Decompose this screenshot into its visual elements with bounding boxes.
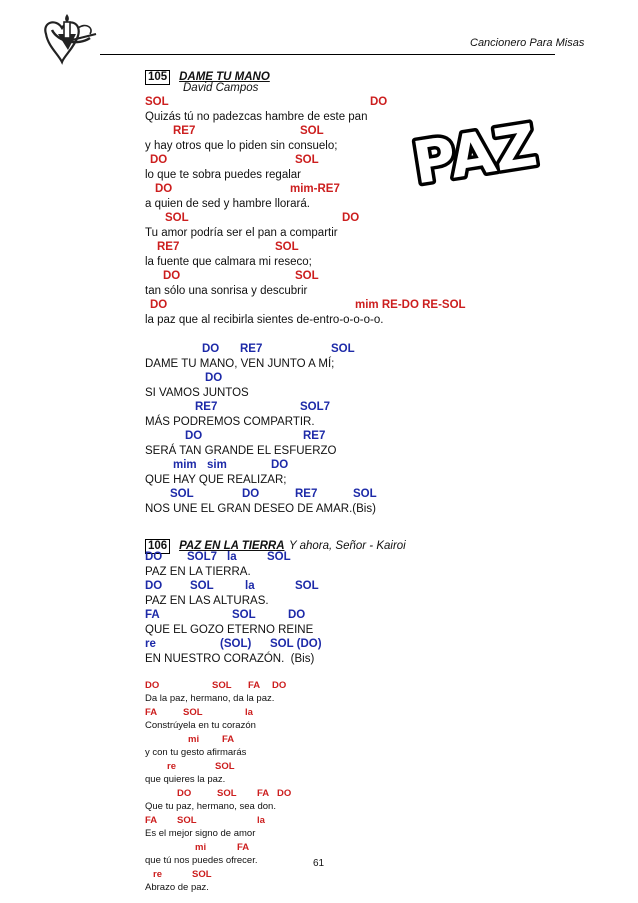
- chord: DO: [150, 154, 168, 166]
- chord-line: [145, 459, 565, 473]
- chord-line: [145, 96, 565, 110]
- chord: DO: [145, 551, 163, 563]
- chord: SOL: [212, 680, 232, 691]
- chord: FA: [145, 707, 158, 718]
- chord-line: [145, 638, 565, 652]
- chord: la: [245, 580, 255, 592]
- chord-line: [145, 212, 565, 226]
- chord-line: [145, 299, 565, 313]
- chord-line: [145, 488, 565, 502]
- chord: SOL: [267, 551, 291, 563]
- chord: DO: [342, 212, 360, 224]
- chord: DO: [145, 580, 163, 592]
- chord-line: [145, 815, 565, 829]
- song-number: 105: [145, 70, 170, 85]
- chord: FA: [237, 842, 250, 853]
- lyric-line: QUE HAY QUE REALIZAR;: [145, 474, 287, 486]
- lyric-line: NOS UNE EL GRAN DESEO DE AMAR.(Bis): [145, 503, 376, 515]
- song-title: DAME TU MANO: [179, 71, 270, 83]
- song-author: David Campos: [183, 82, 259, 94]
- lyric-line: a quien de sed y hambre llorará.: [145, 198, 310, 210]
- chord: SOL: [353, 488, 377, 500]
- chord: la: [257, 815, 265, 826]
- chord: DO: [185, 430, 203, 442]
- chord: FA: [145, 609, 160, 621]
- chord: DO: [150, 299, 168, 311]
- chord-line: [145, 154, 565, 168]
- chord: DO: [205, 372, 223, 384]
- chord: SOL: [295, 580, 319, 592]
- chord: RE7: [157, 241, 180, 253]
- lyric-line: Constrúyela en tu corazón: [145, 720, 256, 731]
- chord: FA: [145, 815, 158, 826]
- chord-line: [145, 125, 565, 139]
- chord-line: [145, 680, 565, 694]
- chord: SOL: [331, 343, 355, 355]
- chord: mi: [188, 734, 200, 745]
- lyric-line: lo que te sobra puedes regalar: [145, 169, 301, 181]
- chord: SOL: [215, 761, 235, 772]
- chord-line: [145, 551, 565, 565]
- chord: DO: [155, 183, 173, 195]
- chord: mim-RE7: [290, 183, 340, 195]
- chord: DO: [145, 680, 160, 691]
- chord: re: [153, 869, 162, 880]
- chord: DO: [277, 788, 292, 799]
- chord: SOL: [300, 125, 324, 137]
- chord: re: [167, 761, 176, 772]
- lyric-line: que quieres la paz.: [145, 774, 226, 785]
- lyric-line: que tú nos puedes ofrecer.: [145, 855, 258, 866]
- song-title: PAZ EN LA TIERRA: [179, 540, 285, 552]
- song-content: [145, 0, 565, 903]
- chord: DO: [163, 270, 181, 282]
- chord: SOL: [217, 788, 237, 799]
- lyric-line: Es el mejor signo de amor: [145, 828, 256, 839]
- chord: SOL (DO): [270, 638, 322, 650]
- lyric-line: SERÁ TAN GRANDE EL ESFUERZO: [145, 445, 337, 457]
- chord: SOL: [177, 815, 197, 826]
- chord-line: [145, 430, 565, 444]
- chord-line: [145, 270, 565, 284]
- song-number: 106: [145, 539, 170, 554]
- chord: la: [245, 707, 253, 718]
- chord-line: [145, 842, 565, 856]
- chord: DO: [370, 96, 388, 108]
- header-title: Cancionero Para Misas: [470, 37, 585, 49]
- chord: DO: [202, 343, 220, 355]
- chord: SOL7: [187, 551, 218, 563]
- page-number: 61: [313, 858, 325, 869]
- lyric-line: Quizás tú no padezcas hambre de este pan: [145, 111, 368, 123]
- chord-line: [145, 241, 565, 255]
- lyric-line: Da la paz, hermano, da la paz.: [145, 693, 275, 704]
- lyric-line: PAZ EN LAS ALTURAS.: [145, 595, 269, 607]
- chord: SOL: [295, 154, 319, 166]
- chord-line: [145, 183, 565, 197]
- chord: DO: [177, 788, 192, 799]
- chord: RE7: [173, 125, 196, 137]
- songbook-logo: [38, 12, 100, 68]
- chord: DO: [288, 609, 306, 621]
- lyric-line: y con tu gesto afirmarás: [145, 747, 247, 758]
- chord: sim: [207, 459, 227, 471]
- heart-candle-logo-icon: [38, 12, 100, 68]
- chord-line: [145, 869, 565, 883]
- lyric-line: Que tu paz, hermano, sea don.: [145, 801, 276, 812]
- lyric-line: y hay otros que lo piden sin consuelo;: [145, 140, 338, 152]
- chord: SOL: [192, 869, 212, 880]
- chord-line: [145, 343, 565, 357]
- chord: FA: [222, 734, 235, 745]
- chord: SOL: [183, 707, 203, 718]
- chord: DO: [271, 459, 289, 471]
- lyric-line: la paz que al recibirla sientes de-entro-o-o-o-o.: [145, 314, 384, 326]
- lyric-line: MÁS PODREMOS COMPARTIR.: [145, 416, 315, 428]
- lyric-line: SI VAMOS JUNTOS: [145, 387, 249, 399]
- chord: DO: [272, 680, 287, 691]
- chord-line: [145, 788, 565, 802]
- lyric-line: DAME TU MANO, VEN JUNTO A MÍ;: [145, 358, 335, 370]
- chord: DO: [242, 488, 260, 500]
- chord: RE7: [195, 401, 218, 413]
- chord: re: [145, 638, 156, 650]
- chord: SOL: [232, 609, 256, 621]
- chord: SOL7: [300, 401, 331, 413]
- chord-line: [145, 609, 565, 623]
- chord: RE7: [240, 343, 263, 355]
- lyric-line: PAZ EN LA TIERRA.: [145, 566, 251, 578]
- chord: RE7: [303, 430, 326, 442]
- chord-line: [145, 401, 565, 415]
- chord: SOL: [165, 212, 189, 224]
- chord: FA: [257, 788, 270, 799]
- lyric-line: la fuente que calmara mi reseco;: [145, 256, 312, 268]
- chord: SOL: [190, 580, 214, 592]
- chord-line: [145, 580, 565, 594]
- paz-word-art-text: PAZ: [408, 112, 542, 196]
- song-subtitle: Y ahora, Señor - Kairoi: [288, 540, 406, 552]
- lyric-line: Tu amor podría ser el pan a compartir: [145, 227, 338, 239]
- lyric-line: EN NUESTRO CORAZÓN. (Bis): [145, 653, 315, 665]
- chord-line: [145, 761, 565, 775]
- chord: SOL: [275, 241, 299, 253]
- chord: mim: [173, 459, 197, 471]
- chord-line: [145, 734, 565, 748]
- chord: SOL: [145, 96, 169, 108]
- chord: mim RE-DO RE-SOL: [355, 299, 466, 311]
- chord: SOL: [295, 270, 319, 282]
- chord: mi: [195, 842, 207, 853]
- chord: SOL: [170, 488, 194, 500]
- chord-line: [145, 707, 565, 721]
- lyric-line: QUE EL GOZO ETERNO REINE: [145, 624, 314, 636]
- chord: la: [227, 551, 237, 563]
- lyric-line: Abrazo de paz.: [145, 882, 209, 893]
- chord: RE7: [295, 488, 318, 500]
- chord: FA: [248, 680, 261, 691]
- chord: (SOL): [220, 638, 252, 650]
- chord-line: [145, 372, 565, 386]
- lyric-line: tan sólo una sonrisa y descubrir: [145, 285, 308, 297]
